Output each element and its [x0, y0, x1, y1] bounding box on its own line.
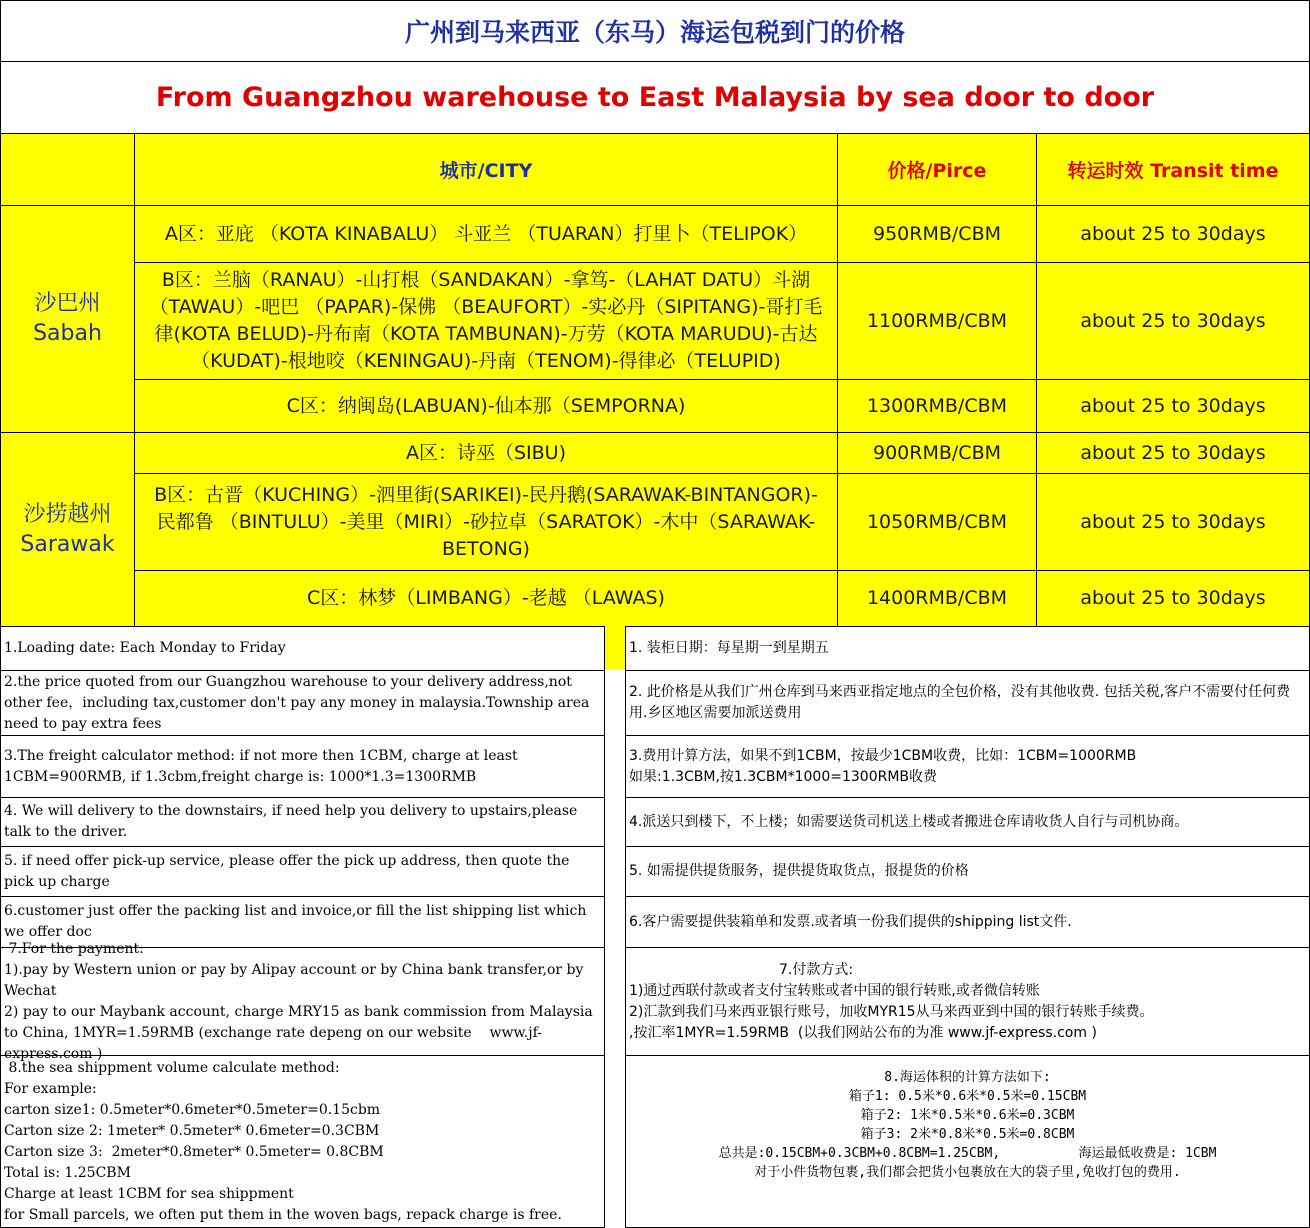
sabah-zone-a: A区：亚庇 （KOTA KINABALU） 斗亚兰 （TUARAN）打里卜（TELIPOK） [134, 205, 838, 263]
note-5-en: 5. if need offer pick-up service, please offer the pick up address, then quote the pick up charge [0, 846, 605, 897]
note-8-cn-line4: 箱子3: 2米*0.8米*0.5米=0.8CBM [860, 1127, 1075, 1142]
note-1-cn: 1. 装柜日期：每星期一到星期五 [625, 626, 1310, 671]
sabah-zone-b: B区：兰脑（RANAU）-山打根（SANDAKAN）-拿笃-（LAHAT DATU）斗湖（TAWAU）-吧巴 （PAPAR)-保佛 （BEAUFORT）-实必丹（SIPITANG)-哥打毛律(KOTA BELUD)-丹布南（KOTA TAMBUNAN)-万劳（KOTA MARUDU)-古达（KUDAT)-根地咬（KENINGAU)-丹南（TENOM)-得律必（TELUPID) [134, 262, 838, 380]
note-7-en-line2: 1).pay by Western union or pay by Alipay account or by China bank transfer,or by Wechat [4, 961, 588, 999]
title-cn: 广州到马来西亚（东马）海运包税到门的价格 [0, 0, 1310, 62]
note-7-cn-line2: 1)通过西联付款或者支付宝转账或者中国的银行转账,或者微信转账 [629, 982, 1040, 999]
sarawak-time-c: about 25 to 30days [1036, 570, 1310, 627]
header-price: 价格/Pirce [837, 133, 1037, 206]
note-8-en-line2: For example: [4, 1081, 97, 1097]
sarawak-zone-a: A区：诗巫（SIBU) [134, 432, 838, 474]
region-sarawak-en: Sarawak [20, 531, 115, 557]
note-7-cn-line3: 2)汇款到我们马来西亚银行账号，加收MYR15从马来西亚到中国的银行转账手续费。 [629, 1003, 1154, 1020]
note-8-cn-line2: 箱子1: 0.5米*0.6米*0.5米=0.15CBM [848, 1089, 1087, 1104]
sarawak-time-b: about 25 to 30days [1036, 473, 1310, 571]
sarawak-zone-b: B区：古晋（KUCHING）-泗里街(SARIKEI)-民丹鹅(SARAWAK-BINTANGOR)-民都鲁 （BINTULU）-美里（MIRI）-砂拉卓（SARATOK）-木中（SARAWAK-BETONG) [134, 473, 838, 571]
sabah-time-c: about 25 to 30days [1036, 379, 1310, 433]
note-7-en-line1: 7.For the payment: [4, 940, 144, 957]
note-6-en: 6.customer just offer the packing list and invoice,or fill the list shipping list which we offer doc [0, 896, 605, 948]
note-7-en [0, 940, 605, 1062]
sabah-time-a: about 25 to 30days [1036, 205, 1310, 263]
note-8-en-line8: for Small parcels, we often put them in the woven bags, repack charge is free. [4, 1207, 562, 1223]
note-8-cn [625, 1055, 1310, 1228]
note-8-en [0, 1055, 605, 1228]
note-7-cn-line4: ,按汇率1MYR=1.59RMB (以我们网站公布的为准 www.jf-express.com ) [629, 1024, 1097, 1041]
region-sabah-cn: 沙巴州 [34, 291, 101, 316]
note-6-cn: 6.客户需要提供装箱单和发票.或者填一份我们提供的shipping list文件. [625, 896, 1310, 948]
note-4-en: 4. We will delivery to the downstairs, if need help you delivery to upstairs,please talk to the driver. [0, 797, 605, 847]
sarawak-price-b: 1050RMB/CBM [837, 473, 1037, 571]
region-sabah-en: Sabah [33, 321, 102, 346]
note-8-en-line1: 8.the sea shippment volume calculate method: [4, 1060, 340, 1076]
note-7-cn-line1: 7.付款方式: [779, 961, 854, 978]
header-blank [0, 133, 135, 206]
note-8-en-line7: Charge at least 1CBM for sea shippment [4, 1186, 294, 1202]
sarawak-price-c: 1400RMB/CBM [837, 570, 1037, 627]
header-transit: 转运时效 Transit time [1036, 133, 1310, 206]
title-en: From Guangzhou warehouse to East Malaysia by sea door to door [0, 61, 1310, 134]
notes-divider [604, 626, 626, 670]
region-sabah [0, 205, 135, 433]
note-7-cn [625, 947, 1310, 1056]
note-8-cn-line6: 对于小件货物包裹,我们都会把货小包裹放在大的袋子里,免收打包的费用. [754, 1165, 1181, 1180]
region-sarawak-cn: 沙捞越州 [23, 501, 112, 527]
region-sarawak [0, 432, 135, 627]
notes-divider-lower [604, 669, 626, 1228]
sabah-price-c: 1300RMB/CBM [837, 379, 1037, 433]
note-4-cn: 4.派送只到楼下，不上楼；如需要送货司机送上楼或者搬进仓库请收货人自行与司机协商。 [625, 797, 1310, 847]
note-5-cn: 5. 如需提供提货服务，提供提货取货点，报提货的价格 [625, 846, 1310, 897]
note-8-cn-line1: 8.海运体积的计算方法如下: [884, 1070, 1051, 1085]
note-3-cn-line2: 如果:1.3CBM,按1.3CBM*1000=1300RMB收费 [629, 768, 938, 785]
sabah-price-a: 950RMB/CBM [837, 205, 1037, 263]
note-8-en-line6: Total is: 1.25CBM [4, 1165, 131, 1181]
sarawak-price-a: 900RMB/CBM [837, 432, 1037, 474]
note-3-cn-line1: 3.费用计算方法，如果不到1CBM，按最少1CBM收费，比如：1CBM=1000RMB [629, 747, 1137, 764]
note-8-en-line3: carton size1: 0.5meter*0.6meter*0.5meter=0.15cbm [4, 1102, 381, 1118]
note-8-en-line4: Carton size 2: 1meter* 0.5meter* 0.6meter=0.3CBM [4, 1123, 380, 1139]
sarawak-time-a: about 25 to 30days [1036, 432, 1310, 474]
note-8-cn-line3: 箱子2: 1米*0.5米*0.6米=0.3CBM [860, 1108, 1075, 1123]
sabah-time-b: about 25 to 30days [1036, 262, 1310, 380]
note-7-en-line3: 2) pay to our Maybank account, charge MRY15 as bank commission from Malaysia to China, 1MYR=1.59RMB (exchange rate depeng on our website www.jf-express.com ) [4, 1003, 598, 1062]
note-2-cn: 2. 此价格是从我们广州仓库到马来西亚指定地点的全包价格，没有其他收费. 包括关税,客户不需要付任何费用.乡区地区需要加派送费用 [625, 670, 1310, 736]
sarawak-zone-c: C区：林梦（LIMBANG）-老越 （LAWAS) [134, 570, 838, 627]
note-2-en: 2.the price quoted from our Guangzhou warehouse to your delivery address,not other fee，including tax,customer don't pay any money in malaysia.Township area need to pay extra fees [0, 670, 605, 736]
sabah-zone-c: C区：纳闽岛(LABUAN)-仙本那（SEMPORNA) [134, 379, 838, 433]
note-3-cn [625, 735, 1310, 798]
note-8-cn-line5: 总共是:0.15CBM+0.3CBM+0.8CBM=1.25CBM, 海运最低收费是: 1CBM [718, 1146, 1217, 1161]
header-city: 城市/CITY [134, 133, 838, 206]
note-8-en-line5: Carton size 3: 2meter*0.8meter* 0.5meter= 0.8CBM [4, 1144, 384, 1160]
sabah-price-b: 1100RMB/CBM [837, 262, 1037, 380]
note-3-en: 3.The freight calculator method: if not more then 1CBM, charge at least 1CBM=900RMB, if 1.3cbm,freight charge is: 1000*1.3=1300RMB [0, 735, 605, 798]
note-1-en: 1.Loading date: Each Monday to Friday [0, 626, 605, 671]
